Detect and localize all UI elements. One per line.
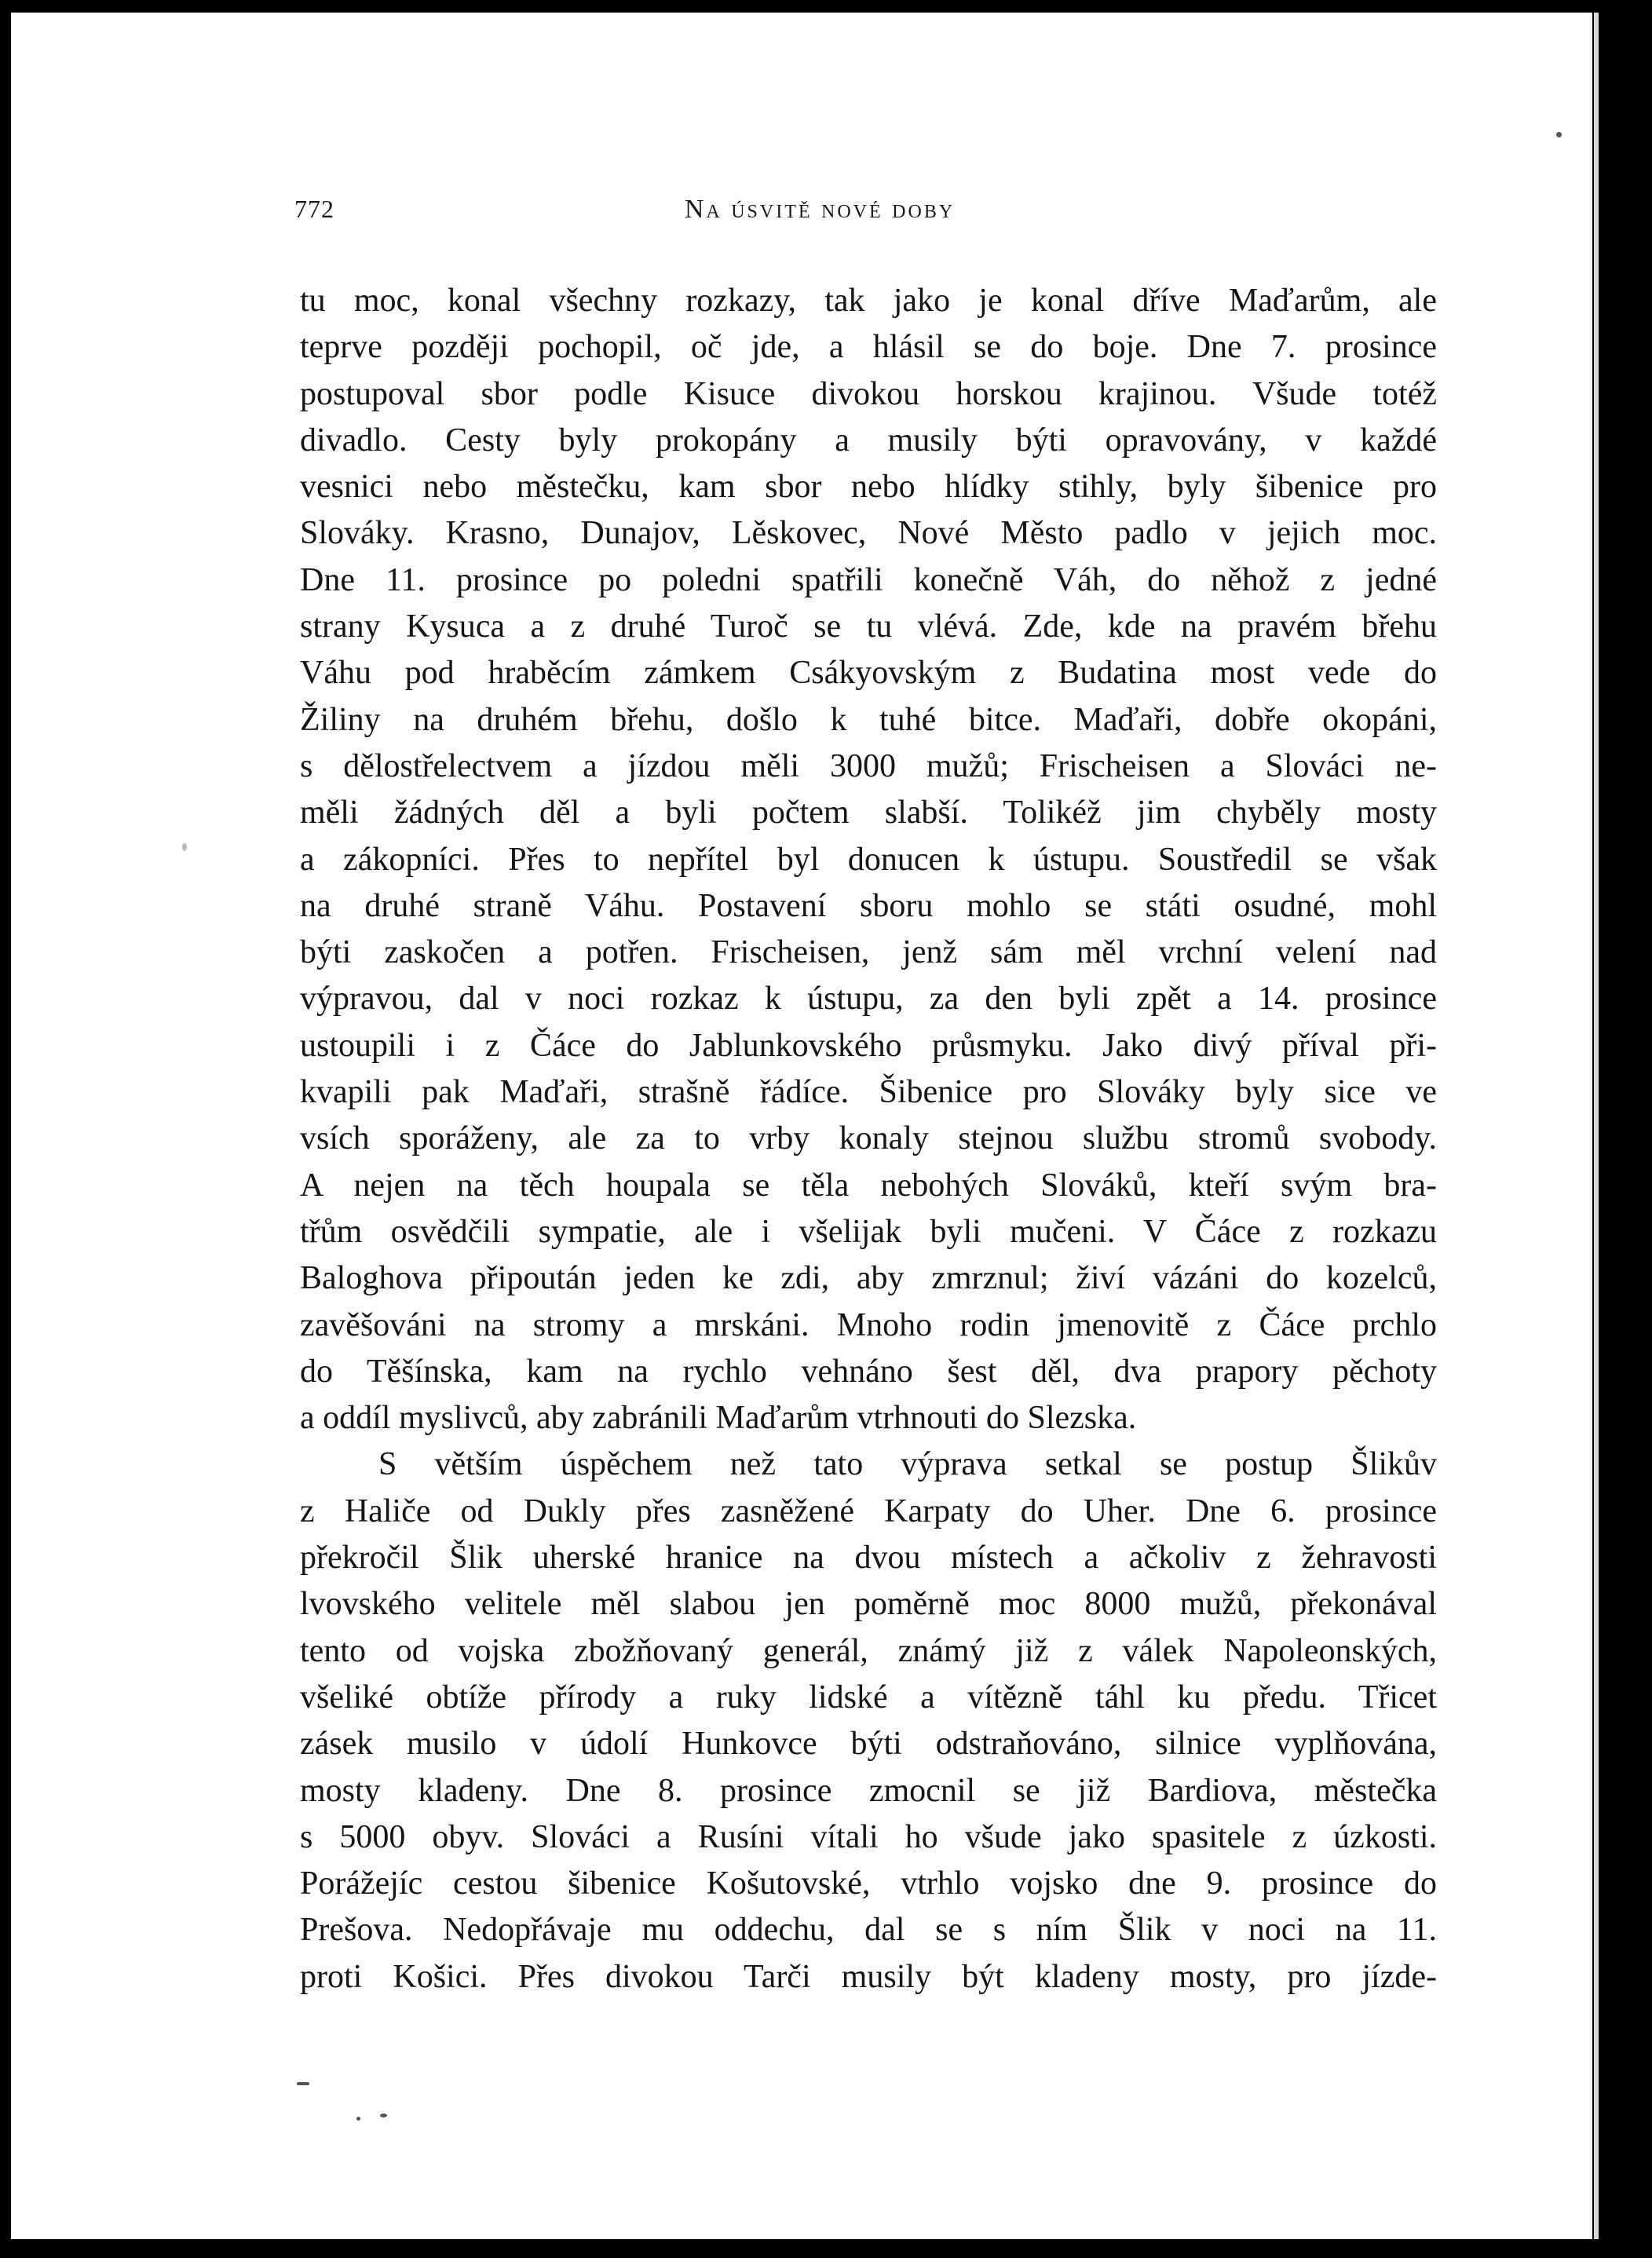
scan-speck [380,2114,387,2117]
text-line: do Těšínska, kam na rychlo vehnáno šest děl, dva prapory pěchoty [300,1353,1437,1390]
text-line: s dělostřelectvem a jízdou měli 3000 mužů; Frischeisen a Slováci ne- [300,747,1437,784]
book-page [11,13,1592,2239]
text-line: vsích sporáženy, ale za to vrby konaly stejnou službu stromů svobody. [300,1120,1437,1157]
text-line: vesnici nebo městečku, kam sbor nebo hlídky stihly, byly šibenice pro [300,469,1437,506]
scan-speck [1556,132,1562,137]
page-number: 772 [294,195,334,223]
text-line: divadlo. Cesty byly prokopány a musily býti opravovány, v každé [300,422,1437,459]
text-line: měli žádných děl a byli počtem slabší. Tolikéž jim chyběly mosty [300,795,1437,831]
paragraph-end-line: a oddíl myslivců, aby zabránili Maďarům vtrhnouti do Slezska. [300,1400,1137,1437]
running-title: Na úsvitě nové doby [684,195,956,224]
text-line: Žiliny na druhém břehu, došlo k tuhé bitce. Maďaři, dobře okopáni, [300,701,1437,738]
text-line: A nejen na těch houpala se těla nebohých Slováků, kteří svým bra- [300,1167,1437,1204]
text-line: tento od vojska zbožňovaný generál, známý již z válek Napoleonských, [300,1632,1437,1669]
text-line: kvapili pak Maďaři, strašně řádíce. Šibenice pro Slováky byly sice ve [300,1074,1437,1111]
text-line: tu moc, konal všechny rozkazy, tak jako je konal dříve Maďarům, ale [300,283,1437,319]
body-text [300,278,1437,2000]
text-line: lvovského velitele měl slabou jen poměrně moc 8000 mužů, překonával [300,1586,1437,1623]
text-line: z Haliče od Dukly přes zasněžené Karpaty do Uher. Dne 6. prosince [300,1493,1437,1529]
paragraph-start-line: S větším úspěchem než tato výprava setkal se postup Šlikův [378,1446,1437,1483]
text-line: Prešova. Nedopřávaje mu oddechu, dal se s ním Šlik v noci na 11. [300,1912,1437,1949]
text-line: na druhé straně Váhu. Postavení sboru mohlo se státi osudné, mohl [300,887,1437,924]
text-line: zásek musilo v údolí Hunkovce býti odstraňováno, silnice vyplňována, [300,1726,1437,1763]
text-line: strany Kysuca a z druhé Turoč se tu vlévá. Zde, kde na pravém břehu [300,608,1437,645]
running-head [11,195,1592,234]
text-line: ustoupili i z Čáce do Jablunkovského průsmyku. Jako divý příval při- [300,1027,1437,1064]
text-line: Váhu pod hraběcím zámkem Csákyovským z Budatina most vede do [300,655,1437,692]
text-line: všeliké obtíže přírody a ruky lidské a vítězně táhl ku předu. Třicet [300,1679,1437,1715]
text-line: zavěšováni na stromy a mrskáni. Mnoho rodin jmenovitě z Čáce prchlo [300,1306,1437,1343]
page-edge [1594,13,1599,2239]
scan-speck [297,2082,309,2085]
text-line: třům osvědčili sympatie, ale i všelijak byli mučeni. V Čáce z rozkazu [300,1213,1437,1250]
scan-speck [356,2117,360,2121]
scan-speck [182,843,187,851]
text-line: mosty kladeny. Dne 8. prosince zmocnil se již Bardiova, městečka [300,1772,1437,1809]
text-line: býti zaskočen a potřen. Frischeisen, jenž sám měl vrchní velení nad [300,934,1437,971]
text-line: výpravou, dal v noci rozkaz k ústupu, za den byli zpět a 14. prosince [300,981,1437,1018]
text-line: překročil Šlik uherské hranice na dvou místech a ačkoliv z žehravosti [300,1540,1437,1577]
text-line: teprve později pochopil, oč jde, a hlásil se do boje. Dne 7. prosince [300,329,1437,366]
text-line: proti Košici. Přes divokou Tarči musily být kladeny mosty, pro jízde- [300,1958,1437,1995]
text-line: Porážejíc cestou šibenice Košutovské, vtrhlo vojsko dne 9. prosince do [300,1865,1437,1902]
text-line: Dne 11. prosince po poledni spatřili konečně Váh, do něhož z jedné [300,561,1437,598]
text-line: Slováky. Krasno, Dunajov, Lěskovec, Nové Město padlo v jejich moc. [300,515,1437,552]
text-line: Baloghova připoután jeden ke zdi, aby zmrznul; živí vázáni do kozelců, [300,1260,1437,1297]
text-line: a zákopníci. Přes to nepřítel byl donucen k ústupu. Soustředil se však [300,841,1437,878]
text-line: s 5000 obyv. Slováci a Rusíni vítali ho všude jako spasitele z úzkosti. [300,1818,1437,1855]
text-line: postupoval sbor podle Kisuce divokou horskou krajinou. Všude totéž [300,375,1437,412]
